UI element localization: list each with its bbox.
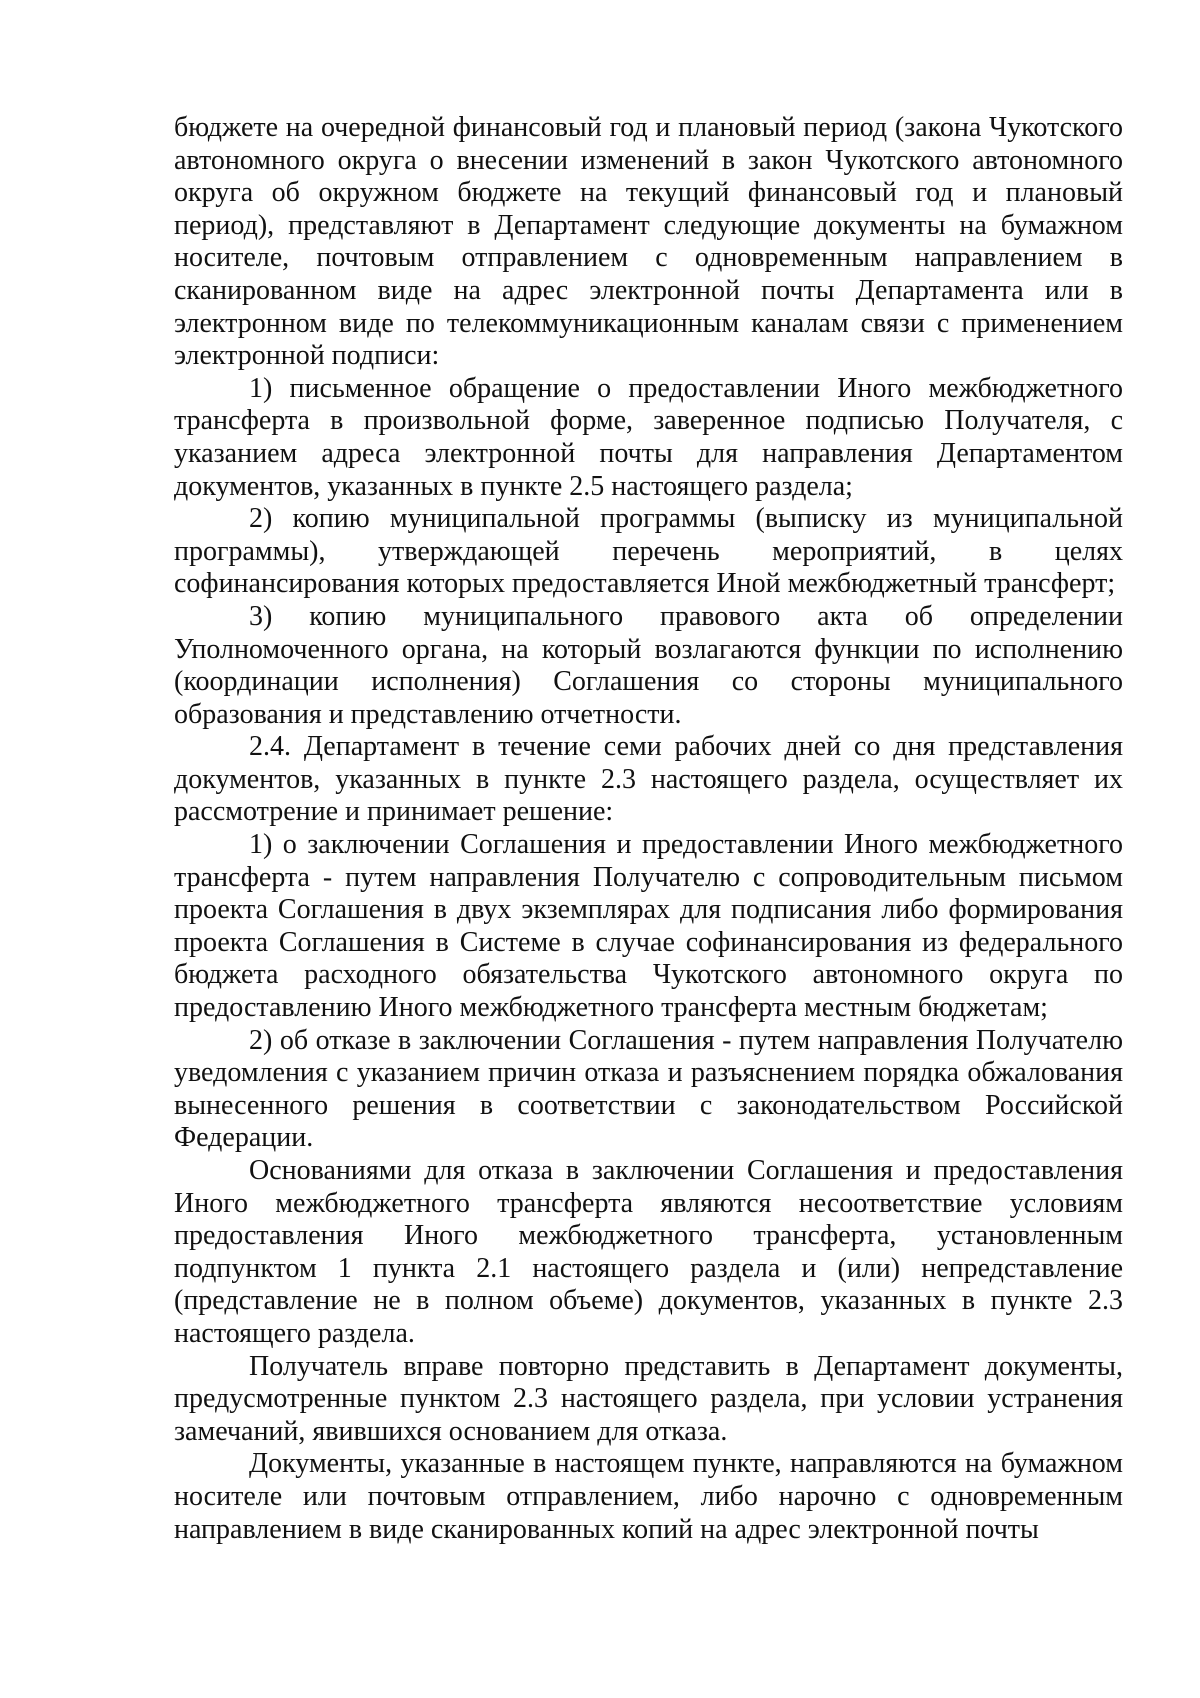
paragraph-refusal-grounds: Основаниями для отказа в заключении Соглашения и предоставления Иного межбюджетного трансферта являются несоответствие условиям предоставления Иного межбюджетного трансферта, установленным подпунктом 1 пункта 2.1 настоящего раздела и (или) непредставление (представление не в полном объеме) документов, указанных в пункте 2.3 настоящего раздела.: [174, 1155, 1123, 1349]
paragraph-delivery-method: Документы, указанные в настоящем пункте, направляются на бумажном носителе или почтовым отправлением, либо нарочно с одновременным направлением в виде сканированных копий на адрес электронной почты: [174, 1448, 1123, 1545]
document-page: [174, 112, 1123, 1546]
paragraph-budget-documents: бюджете на очередной финансовый год и плановый период (закона Чукотского автономного округа о внесении изменений в закон Чукотского автономного округа об окружном бюджете на текущий финансовый год и плановый период), представляют в Департамент следующие документы на бумажном носителе, почтовым отправлением с одновременным направлением в сканированном виде на адрес электронной почты Департамента или в электронном виде по телекоммуникационным каналам связи с применением электронной подписи:: [174, 112, 1123, 372]
paragraph-item-written-request: 1) письменное обращение о предоставлении Иного межбюджетного трансферта в произвольной форме, заверенное подписью Получателя, с указанием адреса электронной почты для направления Департаментом документов, указанных в пункте 2.5 настоящего раздела;: [174, 372, 1123, 502]
paragraph-decision-agreement: 1) о заключении Соглашения и предоставлении Иного межбюджетного трансферта - путем направления Получателю с сопроводительным письмом проекта Соглашения в двух экземплярах для подписания либо формирования проекта Соглашения в Системе в случае софинансирования из федерального бюджета расходного обязательства Чукотского автономного округа по предоставлению Иного межбюджетного трансферта местным бюджетам;: [174, 829, 1123, 1024]
paragraph-item-program-copy: 2) копию муниципальной программы (выписку из муниципальной программы), утверждающей перечень мероприятий, в целях софинансирования которых предоставляется Иной межбюджетный трансферт;: [174, 503, 1123, 600]
paragraph-clause-2-4: 2.4. Департамент в течение семи рабочих дней со дня представления документов, указанных в пункте 2.3 настоящего раздела, осуществляет их рассмотрение и принимает решение:: [174, 731, 1123, 828]
paragraph-item-legal-act-copy: 3) копию муниципального правового акта об определении Уполномоченного органа, на который возлагаются функции по исполнению (координации исполнения) Соглашения со стороны муниципального образования и представлению отчетности.: [174, 600, 1123, 730]
paragraph-decision-refusal: 2) об отказе в заключении Соглашения - путем направления Получателю уведомления с указанием причин отказа и разъяснением порядка обжалования вынесенного решения в соответствии с законодательством Российской Федерации.: [174, 1024, 1123, 1154]
paragraph-resubmission: Получатель вправе повторно представить в Департамент документы, предусмотренные пунктом 2.3 настоящего раздела, при условии устранения замечаний, явившихся основанием для отказа.: [174, 1350, 1123, 1447]
